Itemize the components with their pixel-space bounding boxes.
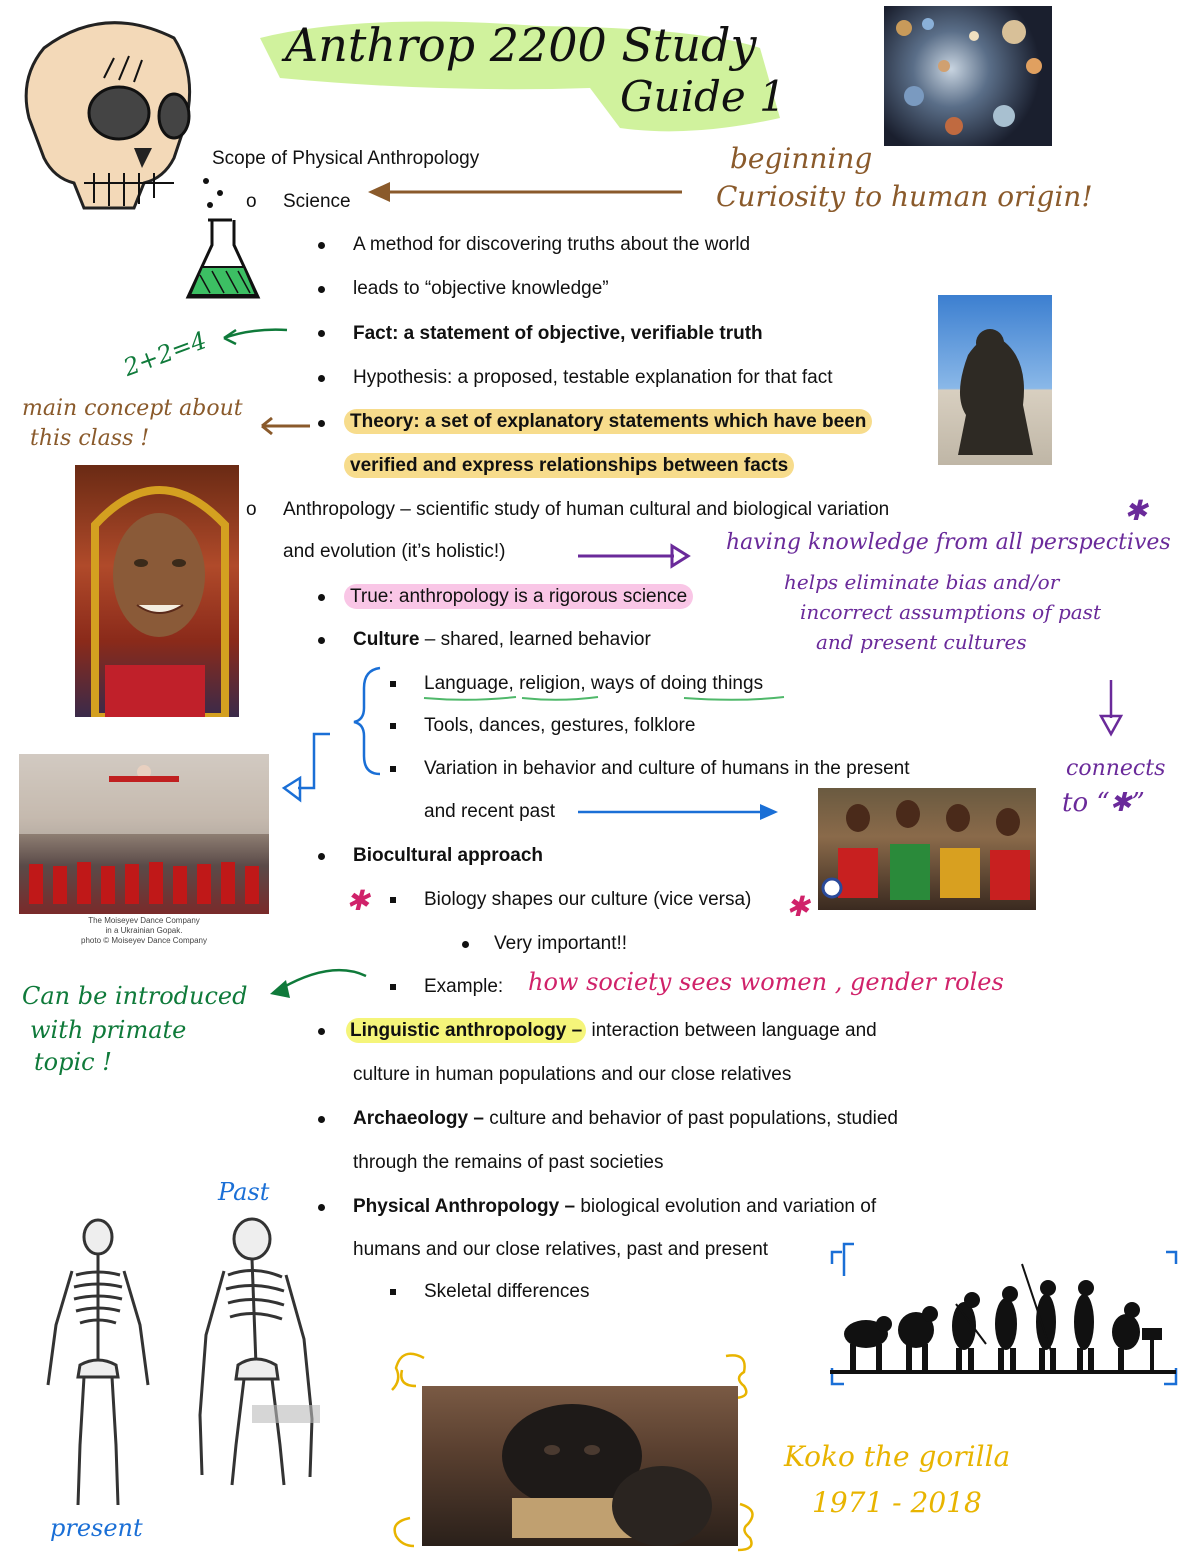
arrow-down-left-icon xyxy=(278,728,338,808)
arrow-right-icon xyxy=(574,540,694,570)
science-label: Science xyxy=(283,191,351,212)
dance-caption-1: The Moiseyev Dance Company xyxy=(88,916,200,925)
skeletal-differences: Skeletal differences xyxy=(424,1281,590,1302)
koko-gorilla-photo xyxy=(422,1386,738,1546)
science-bullet-2: leads to “objective knowledge” xyxy=(353,278,609,299)
arrow-left-icon xyxy=(262,962,372,1006)
bullet-dot-icon xyxy=(318,853,325,860)
linguistic-anthropology: Linguistic anthropology – interaction between language and xyxy=(346,1019,877,1043)
section-heading: Scope of Physical Anthropology xyxy=(212,148,480,169)
note-main-concept-2: this class ! xyxy=(30,426,150,451)
science-bullet-fact: Fact: a statement of objective, verifiable truth xyxy=(353,323,763,344)
example-label: Example: xyxy=(424,976,504,997)
arrow-left-icon xyxy=(252,414,314,438)
note-can-be-1: Can be introduced xyxy=(22,982,248,1010)
bullet-dot-icon xyxy=(318,242,325,249)
square-bullet-icon xyxy=(390,984,396,990)
underline-marks xyxy=(420,692,790,704)
star-icon: ✱ xyxy=(346,884,370,917)
human-skeleton-drawing xyxy=(22,1215,172,1515)
note-koko-years: 1971 - 2018 xyxy=(812,1486,982,1519)
title-line1: Anthrop 2200 Study xyxy=(285,18,757,72)
bullet-dot-icon xyxy=(318,1204,325,1211)
archaeology-def-cont: through the remains of past societies xyxy=(353,1152,664,1173)
bullet-dot-icon xyxy=(318,420,325,427)
arrow-left-icon xyxy=(212,320,292,350)
bullet-dot-icon xyxy=(318,1116,325,1123)
title-line2: Guide 1 xyxy=(620,72,786,121)
note-helps-1: helps eliminate bias and/or xyxy=(784,570,1060,594)
bullet-dot-icon xyxy=(318,375,325,382)
evolution-silhouettes xyxy=(826,1244,1178,1388)
arrow-down-icon xyxy=(1096,676,1126,740)
bullet-dot-icon xyxy=(318,637,325,644)
dance-caption-2: in a Ukrainian Gopak. xyxy=(105,926,183,935)
theory-line-2: verified and express relationships between facts xyxy=(344,454,794,478)
anthropology-line-2: and evolution (it’s holistic!) xyxy=(283,541,506,562)
note-connects-1: connects xyxy=(1066,756,1166,781)
dance-caption-3: photo © Moiseyev Dance Company xyxy=(81,936,207,945)
note-beginning: beginning xyxy=(730,142,873,175)
star-icon: ✱ xyxy=(786,890,810,923)
woman-portrait-photo xyxy=(75,465,239,717)
anthropology-line-1: Anthropology – scientific study of human cultural and biological variation xyxy=(283,499,890,520)
note-present: present xyxy=(50,1514,143,1542)
biocultural-approach: Biocultural approach xyxy=(353,845,544,866)
physical-anthropology: Physical Anthropology – biological evolution and variation of xyxy=(353,1196,877,1217)
bracket-decoration xyxy=(840,1240,860,1280)
square-bullet-icon xyxy=(390,1289,396,1295)
science-bullet-1: A method for discovering truths about the world xyxy=(353,234,751,255)
linguistic-def-cont: culture in human populations and our close relatives xyxy=(353,1064,792,1085)
skull-drawing xyxy=(14,8,199,213)
square-bullet-icon xyxy=(390,681,396,687)
culture-definition: Culture – shared, learned behavior xyxy=(353,629,651,650)
moiseyev-dance-photo xyxy=(19,754,269,914)
note-past: Past xyxy=(218,1178,270,1206)
note-connects-2: to “✱” xyxy=(1062,788,1145,818)
star-icon: ✱ xyxy=(1124,494,1148,527)
bullet-dot-icon xyxy=(462,941,469,948)
note-can-be-2: with primate xyxy=(30,1016,187,1044)
thinker-statue-photo xyxy=(938,295,1052,465)
gorilla-skeleton-drawing xyxy=(192,1215,332,1500)
circle-bullet-icon: o xyxy=(246,499,257,520)
bio-shapes-culture: Biology shapes our culture (vice versa) xyxy=(424,889,752,910)
note-curiosity: Curiosity to human origin! xyxy=(716,180,1093,213)
true-statement: True: anthropology is a rigorous science xyxy=(344,585,693,609)
arrow-left-icon xyxy=(360,178,685,208)
arrow-right-icon xyxy=(574,800,784,824)
brace-icon xyxy=(350,664,386,779)
note-can-be-3: topic ! xyxy=(34,1048,112,1076)
culture-item-3: Variation in behavior and culture of humans in the present xyxy=(424,758,910,779)
planets-photo xyxy=(884,6,1052,146)
archaeology: Archaeology – culture and behavior of past populations, studied xyxy=(353,1108,898,1129)
note-koko-name: Koko the gorilla xyxy=(784,1440,1011,1473)
note-main-concept-1: main concept about xyxy=(22,396,243,421)
physical-def-cont: humans and our close relatives, past and present xyxy=(353,1239,769,1260)
african-dancers-photo xyxy=(818,788,1036,910)
note-having-knowledge: having knowledge from all perspectives xyxy=(726,530,1171,555)
square-bullet-icon xyxy=(390,897,396,903)
square-bullet-icon xyxy=(390,766,396,772)
culture-item-2: Tools, dances, gestures, folklore xyxy=(424,715,696,736)
very-important: Very important!! xyxy=(494,933,628,954)
note-helps-2: incorrect assumptions of past xyxy=(800,600,1101,624)
circle-bullet-icon: o xyxy=(246,191,257,212)
culture-item-1: Language, religion, ways of doing things xyxy=(424,673,764,694)
square-bullet-icon xyxy=(390,723,396,729)
bullet-dot-icon xyxy=(318,286,325,293)
note-example: how society sees women , gender roles xyxy=(528,968,1004,996)
bullet-dot-icon xyxy=(318,1028,325,1035)
culture-item-3-cont: and recent past xyxy=(424,801,555,822)
bullet-dot-icon xyxy=(318,594,325,601)
note-two-plus-two: 2+2=4 xyxy=(119,326,211,382)
bullet-dot-icon xyxy=(318,330,325,337)
note-helps-3: and present cultures xyxy=(816,630,1027,654)
science-bullet-hypothesis: Hypothesis: a proposed, testable explanation for that fact xyxy=(353,367,833,388)
theory-line-1: Theory: a set of explanatory statements which have been xyxy=(344,410,872,434)
